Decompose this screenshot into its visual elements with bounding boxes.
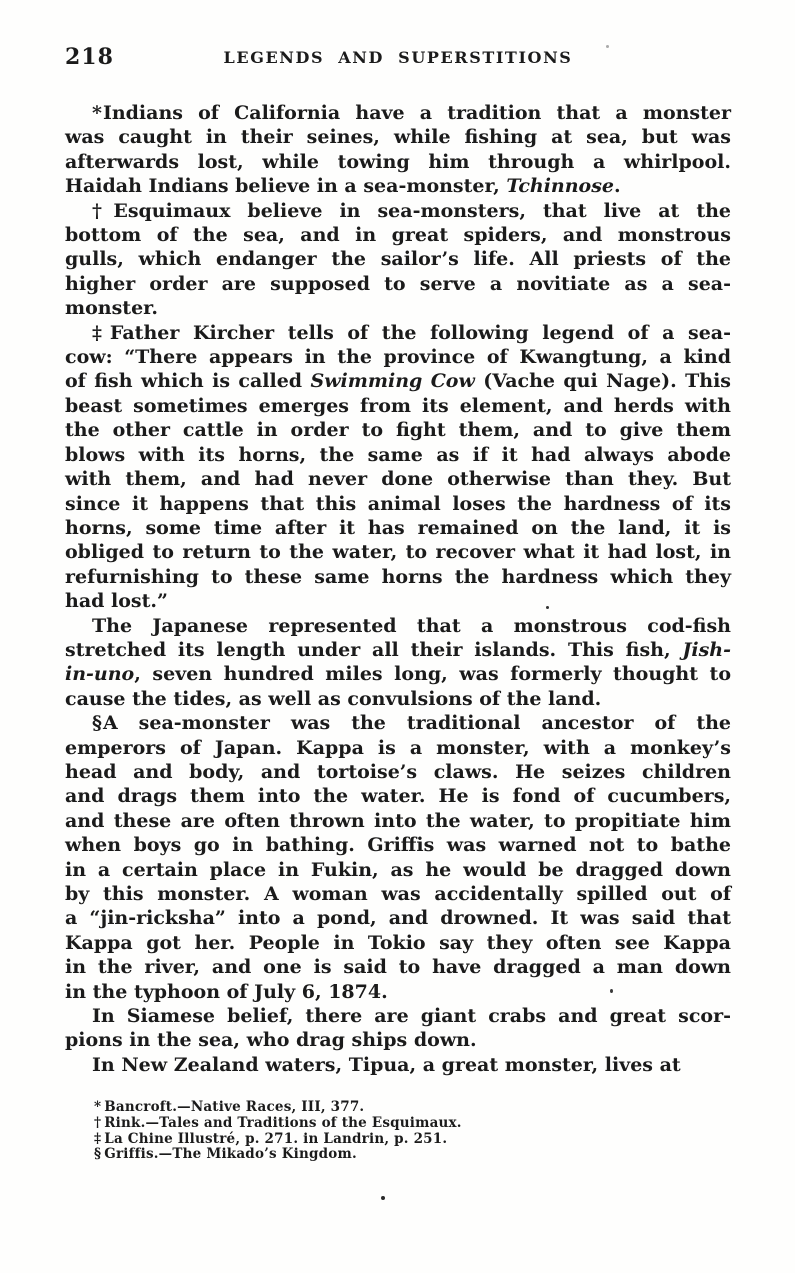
text-line [65, 516, 731, 540]
footnote-marker: * [92, 102, 102, 124]
body-text: and these are often thrown into the water, to propitiate him [65, 809, 731, 832]
body-text: cow: “There appears in the province of Kwangtung, a kind [65, 346, 731, 369]
text-line [65, 638, 731, 662]
body-text: emperors of Japan. Kappa is a monster, with a monkey’s [65, 736, 731, 759]
text-line [65, 492, 731, 516]
body-text: since it happens that this animal loses the hardness of its [65, 492, 731, 515]
text-line [65, 101, 731, 125]
text-line [65, 321, 731, 345]
italic-text: Tchinnose [506, 175, 615, 198]
body-text: in the typhoon of July 6, 1874. [65, 980, 388, 1003]
text-line [65, 1028, 731, 1052]
text-line [65, 882, 731, 906]
text-line [65, 614, 731, 638]
text-line [65, 736, 731, 760]
body-text: of fish which is called [65, 370, 311, 393]
body-text: blows with its horns, the same as if it had always abode [65, 443, 731, 466]
text-line [65, 272, 731, 296]
footnote-marker: † [92, 199, 113, 222]
body-text: In New Zealand waters, Tipua, a great monster, lives at [92, 1053, 681, 1076]
footnote-marker: § [92, 712, 102, 735]
text-line [65, 760, 731, 784]
text-line [65, 955, 731, 979]
text-line [65, 223, 731, 247]
footnote-text: Griffis.—The Mikado’s Kingdom. [104, 1146, 357, 1163]
text-line [65, 125, 731, 149]
text-line [65, 784, 731, 808]
text-line [65, 906, 731, 930]
body-text: . [614, 175, 621, 198]
text-line [65, 589, 731, 613]
text-line [65, 443, 731, 467]
scan-speck [381, 1196, 385, 1200]
text-line [65, 199, 731, 223]
text-line [65, 418, 731, 442]
page-header [65, 44, 731, 70]
body-text: Haidah Indians believe in a sea-monster, [65, 175, 507, 198]
body-text: horns, some time after it has remained on the land, it is [65, 516, 731, 539]
text-line [65, 809, 731, 833]
footnote-marker: * [94, 1099, 102, 1115]
body-text: beast sometimes emerges from its element, and herds with [65, 394, 731, 417]
text-line [65, 345, 731, 369]
paragraph [65, 101, 731, 199]
footnote-marker: ‡ [92, 321, 109, 344]
body-text: when boys go in bathing. Griffis was warned not to bathe [65, 834, 731, 857]
body-text: the other cattle in order to fight them, and to give them [65, 419, 731, 442]
body-text: (Vache qui Nage). This [474, 370, 731, 393]
body-text: In Siamese belief, there are giant crabs and great scor- [92, 1005, 731, 1028]
text-line [65, 711, 731, 735]
paragraph [65, 321, 731, 614]
footnote [94, 1132, 462, 1148]
scan-speck [606, 45, 609, 48]
text-block [65, 101, 731, 1077]
footnote-marker: § [94, 1146, 102, 1163]
body-text: The Japanese represented that a monstrous cod-fish [92, 614, 731, 637]
footnotes [94, 1100, 462, 1163]
paragraph [65, 711, 731, 1004]
text-line [65, 394, 731, 418]
body-text: and drags them into the water. He is fond of cucumbers, [65, 785, 731, 808]
paragraph [65, 614, 731, 712]
text-line [65, 1004, 731, 1028]
body-text: refurnishing to these same horns the hardness which they [65, 565, 731, 588]
body-text: afterwards lost, while towing him through a whirlpool. [65, 150, 731, 173]
italic-text: in-uno [65, 663, 135, 686]
text-line [65, 247, 731, 271]
body-text: pions in the sea, who drag ships down. [65, 1029, 477, 1052]
footnote-marker: ‡ [94, 1130, 102, 1147]
footnote [94, 1116, 462, 1132]
text-line [65, 296, 731, 320]
body-text: Esquimaux believe in sea-monsters, that live at the [113, 199, 731, 222]
footnote [94, 1147, 462, 1163]
scan-speck [546, 606, 549, 609]
paragraph [65, 199, 731, 321]
body-text: in the river, and one is said to have dragged a man down [65, 956, 731, 979]
body-text: head and body, and tortoise’s claws. He seizes children [65, 760, 731, 783]
body-text: had lost.” [65, 590, 168, 613]
text-line [65, 1053, 731, 1077]
body-text: higher order are supposed to serve a novitiate as a sea- [65, 272, 731, 295]
text-line [65, 980, 731, 1004]
page-number: 218 [65, 44, 114, 70]
body-text: cause the tides, as well as convulsions of the land. [65, 687, 602, 710]
text-line [65, 369, 731, 393]
footnote-marker: † [94, 1114, 102, 1131]
body-text: Kappa got her. People in Tokio say they often see Kappa [65, 931, 731, 954]
text-line [65, 174, 731, 198]
footnote-text: La Chine Illustré, p. 271. in Landrin, p. 251. [104, 1130, 448, 1147]
body-text: by this monster. A woman was accidentally spilled out of [65, 883, 731, 905]
body-text: Father Kircher tells of the following legend of a sea- [109, 321, 731, 344]
body-text: a “jin-ricksha” into a pond, and drowned. It was said that [65, 907, 731, 930]
body-text: A sea-monster was the traditional ancestor of the [102, 712, 731, 735]
body-text: , seven hundred miles long, was formerly thought to [134, 663, 731, 686]
scan-speck [610, 989, 613, 993]
italic-text: Jish- [682, 638, 731, 661]
text-line [65, 687, 731, 711]
text-line [65, 565, 731, 589]
paragraph [65, 1004, 731, 1053]
body-text: with them, and had never done otherwise than they. But [65, 468, 731, 491]
text-line [65, 833, 731, 857]
text-line [65, 931, 731, 955]
text-line [65, 467, 731, 491]
body-text: in a certain place in Fukin, as he would be dragged down [65, 858, 731, 881]
body-text: gulls, which endanger the sailor’s life. All priests of the [65, 248, 731, 271]
text-line [65, 150, 731, 174]
footnote [94, 1100, 462, 1116]
body-text: obliged to return to the water, to recover what it had lost, in [65, 541, 731, 564]
text-line [65, 858, 731, 882]
footnote-text: Rink.—Tales and Traditions of the Esquimaux. [104, 1114, 462, 1131]
body-text: bottom of the sea, and in great spiders, and monstrous [65, 224, 731, 247]
footnote-text: Bancroft.—Native Races, III, 377. [104, 1099, 365, 1115]
paragraph [65, 1053, 731, 1077]
text-line [65, 540, 731, 564]
body-text: monster. [65, 297, 159, 320]
text-line [65, 662, 731, 686]
body-text: Indians of California have a tradition that a monster [102, 102, 731, 124]
running-title: LEGENDS AND SUPERSTITIONS [223, 48, 573, 67]
italic-text: Swimming Cow [310, 370, 475, 393]
body-text: was caught in their seines, while fishing at sea, but was [65, 126, 731, 149]
body-text: stretched its length under all their islands. This fish, [65, 638, 683, 661]
